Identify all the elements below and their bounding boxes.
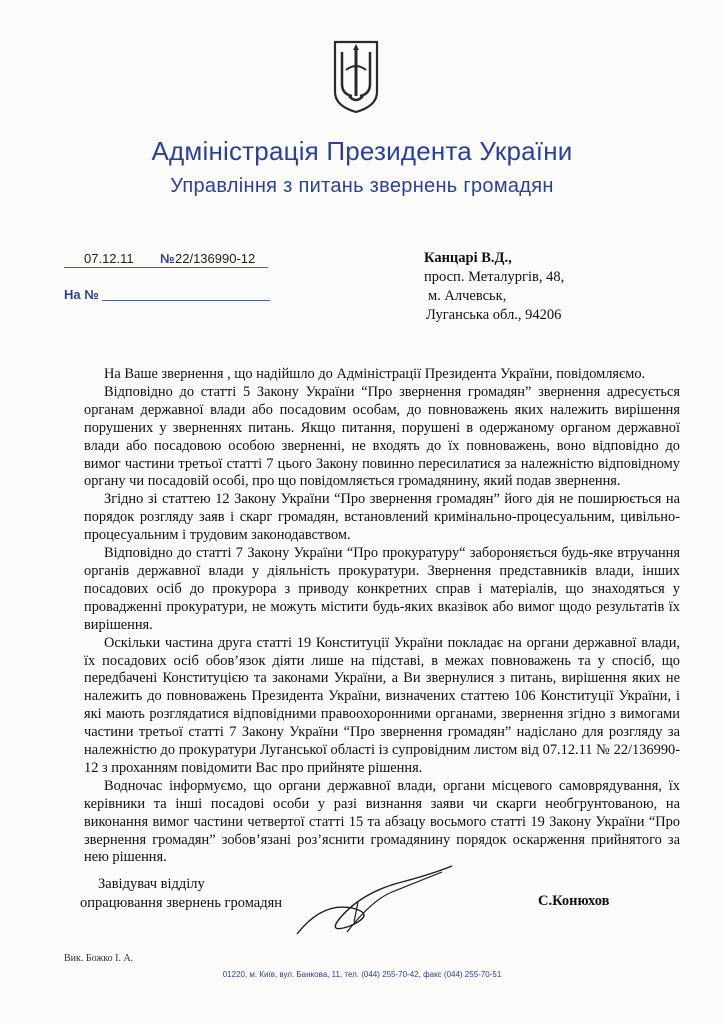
body-paragraph: Оскільки частина друга статті 19 Конституції України покладає на органи державної влади, їх посадових осіб обов’язок діяти лише на підставі, в межах повноважень та у спосіб, що передбачені Конституцією та законами України, а Ви звернулися з питань, вирішення яких не належить до повноважень Президента України, визначених статтею 106 Конституції України, і які мають розглядатися відповідними правоохоронними органами, звернення згідно з вимогами частини третьої статті 7 Закону України “Про звернення громадян” надіслано для розгляду за належністю до прокуратури Луганської області із супровідним листом від 07.12.11 № 22/136990-12 з проханням повідомити Вас про прийняте рішення. <box>84 634 680 776</box>
addressee-block <box>424 249 564 325</box>
body-paragraph: Відповідно до статті 7 Закону України “Про прокуратуру“ забороняється будь-яке втручання органів державної влади у діяльність прокуратури. Звернення представників влади, інших посадових осіб до прокурора з приводу конкретних справ і матеріалів, що знаходяться у провадженні прокуратури, не можуть містити будь-яких вказівок або вимог щодо результатів їх вирішення. <box>84 545 680 633</box>
organization-title: Адміністрація Президента України <box>151 136 573 166</box>
outgoing-registration <box>64 251 274 271</box>
body-paragraph: Водночас інформуємо, що органи державної влади, органи місцевого самоврядування, їх керівники та інші посадові особи у разі визнання заяви чи скарги необгрунтованою, на виконання вимог частини четвертої статті 15 та абзацу восьмого статті 19 Закону України “Про звернення громадян” зобов’язані роз’яснити громадянину порядок оскарження прийнятого за нею рішення. <box>84 777 680 866</box>
reply-number-label: На № <box>64 287 99 302</box>
registration-underline <box>64 267 268 268</box>
addressee-street: просп. Металургів, 48, <box>424 269 565 285</box>
registration-number: 22/136990-12 <box>175 251 256 266</box>
coat-of-arms-emblem <box>332 40 380 114</box>
position-line-2: опрацювання звернень громадян <box>80 895 283 911</box>
addressee-name: Канцарі В.Д., <box>424 250 512 266</box>
body-paragraph: Відповідно до статті 5 Закону України “Про звернення громадян” звернення адресується органам державної влади або посадовим особам, до повноважень яких належить вирішення порушених у зверненнях питань. Якщо питання, порушені в одержаному органом державної влади або посадовою особою зверненні, не входять до їх повноважень, воно відповідно до вимог частини третьої статті 7 цього Закону повинно пересилатися за належністю відповідному органу чи посадовій особі, про що повідомляється громадянину, який подав звернення. <box>84 383 680 490</box>
signatory-name: С.Конюхов <box>538 893 610 909</box>
reply-to-registration <box>64 287 274 307</box>
addressee-region: Луганська обл., 94206 <box>426 307 562 323</box>
body-paragraph: Згідно зі статтею 12 Закону України “Про звернення громадян” його дія не поширюється на порядок розгляду заяв і скарг громадян, встановлений кримінально-процесуальним, цивільно-процесуальним і трудовим законодавством. <box>84 491 680 544</box>
registration-date: 07.12.11 <box>84 251 134 266</box>
signatory-position <box>80 875 283 913</box>
letter-body <box>84 366 680 867</box>
handwritten-signature <box>292 862 467 942</box>
body-paragraph: На Ваше звернення , що надійшло до Адміністрації Президента України, повідомляємо. <box>104 366 646 382</box>
footer-contacts: 01220, м. Київ, вул. Банкова, 11, тел. (044) 255-70-42, факс (044) 255-70-51 <box>222 970 502 979</box>
addressee-city: м. Алчевськ, <box>428 288 507 304</box>
number-label: № <box>160 251 175 266</box>
department-subtitle: Управління з питань звернень громадян <box>170 175 554 197</box>
executor-note: Вик. Божко І. А. <box>64 953 134 964</box>
reply-number-underline <box>102 300 270 301</box>
position-line-1: Завідувач відділу <box>98 876 205 892</box>
